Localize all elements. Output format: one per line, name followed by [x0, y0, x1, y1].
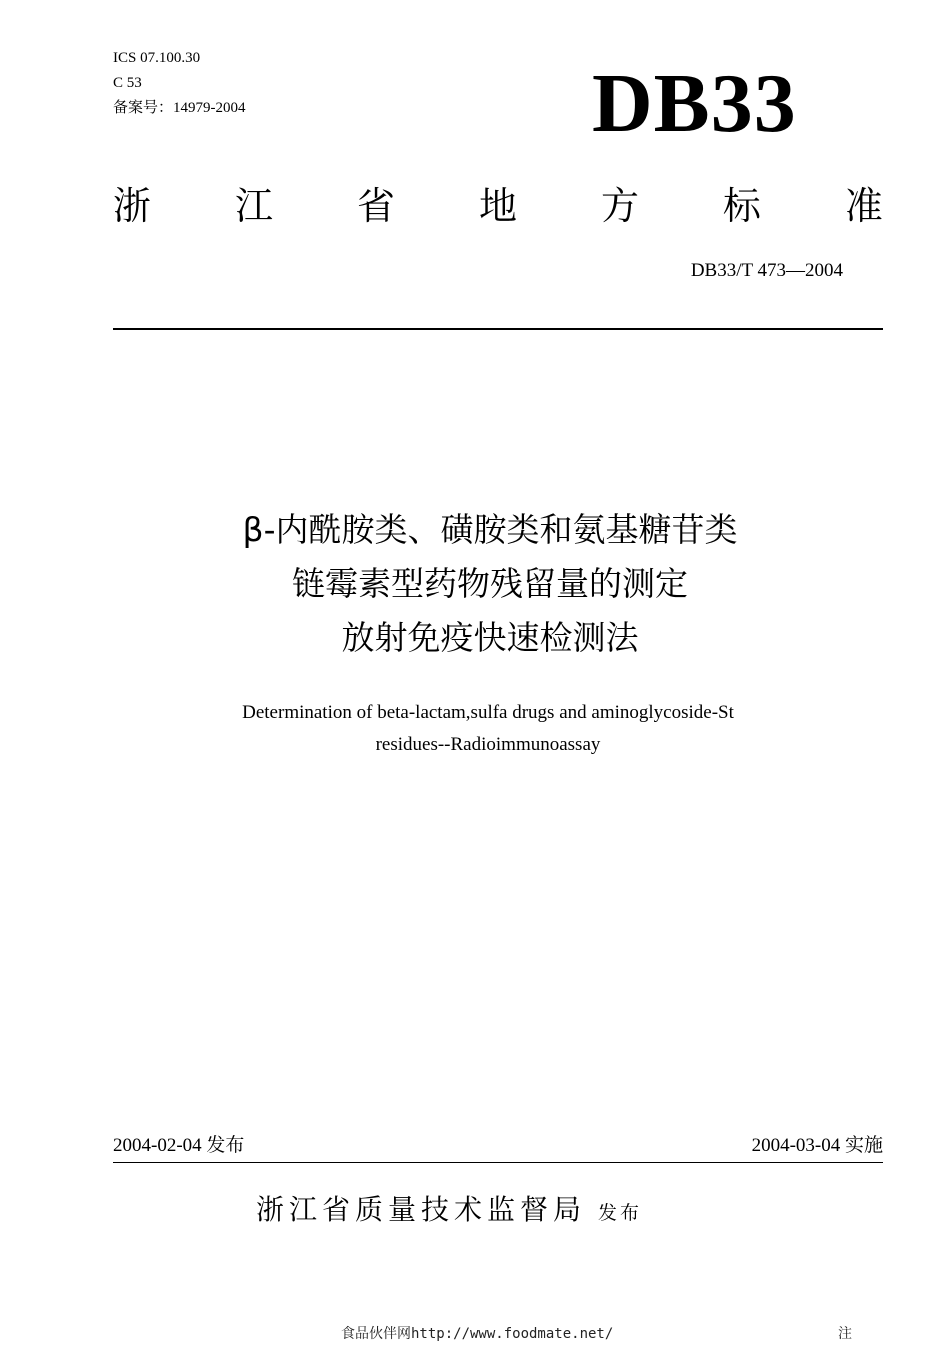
issuer-org: 浙江省质量技术监督局: [256, 1193, 587, 1226]
banner-char: 江: [234, 183, 273, 228]
implementation-date: 2004-03-04 实施: [751, 1135, 883, 1156]
title-cn-line-2: 链霉素型药物残留量的测定: [292, 564, 688, 603]
standard-number: DB33/T 473—2004: [690, 260, 843, 281]
title-cn-line-1: β-内酰胺类、磺胺类和氨基糖苷类: [242, 510, 738, 549]
banner-char: 地: [478, 183, 517, 228]
record-number: 备案号：14979-2004: [113, 100, 246, 116]
standard-type-banner: [113, 172, 883, 232]
issuer-action: 发布: [598, 1202, 643, 1224]
banner-char: 省: [356, 183, 395, 228]
title-en-line-1: Determination of beta-lactam,sulfa drugs and aminoglycoside-St: [242, 702, 734, 723]
ccs-code: C 53: [113, 75, 142, 91]
db33-logo: DB33: [592, 57, 797, 150]
header-divider: [113, 328, 883, 330]
footer-website: 食品伙伴网http://www.foodmate.net/: [341, 1326, 614, 1342]
title-cn-line-3: 放射免疫快速检测法: [341, 618, 639, 657]
banner-char: 浙: [113, 183, 152, 228]
footer-divider: [113, 1162, 883, 1163]
banner-char: 方: [600, 183, 639, 228]
banner-char: 准: [844, 183, 883, 228]
title-en-line-2: residues--Radioimmunoassay: [375, 734, 601, 755]
issuer: [256, 1190, 642, 1230]
ics-code: ICS 07.100.30: [113, 50, 201, 66]
footer-note: 注: [838, 1326, 852, 1342]
banner-char: 标: [722, 183, 761, 228]
issue-date: 2004-02-04 发布: [113, 1135, 245, 1156]
